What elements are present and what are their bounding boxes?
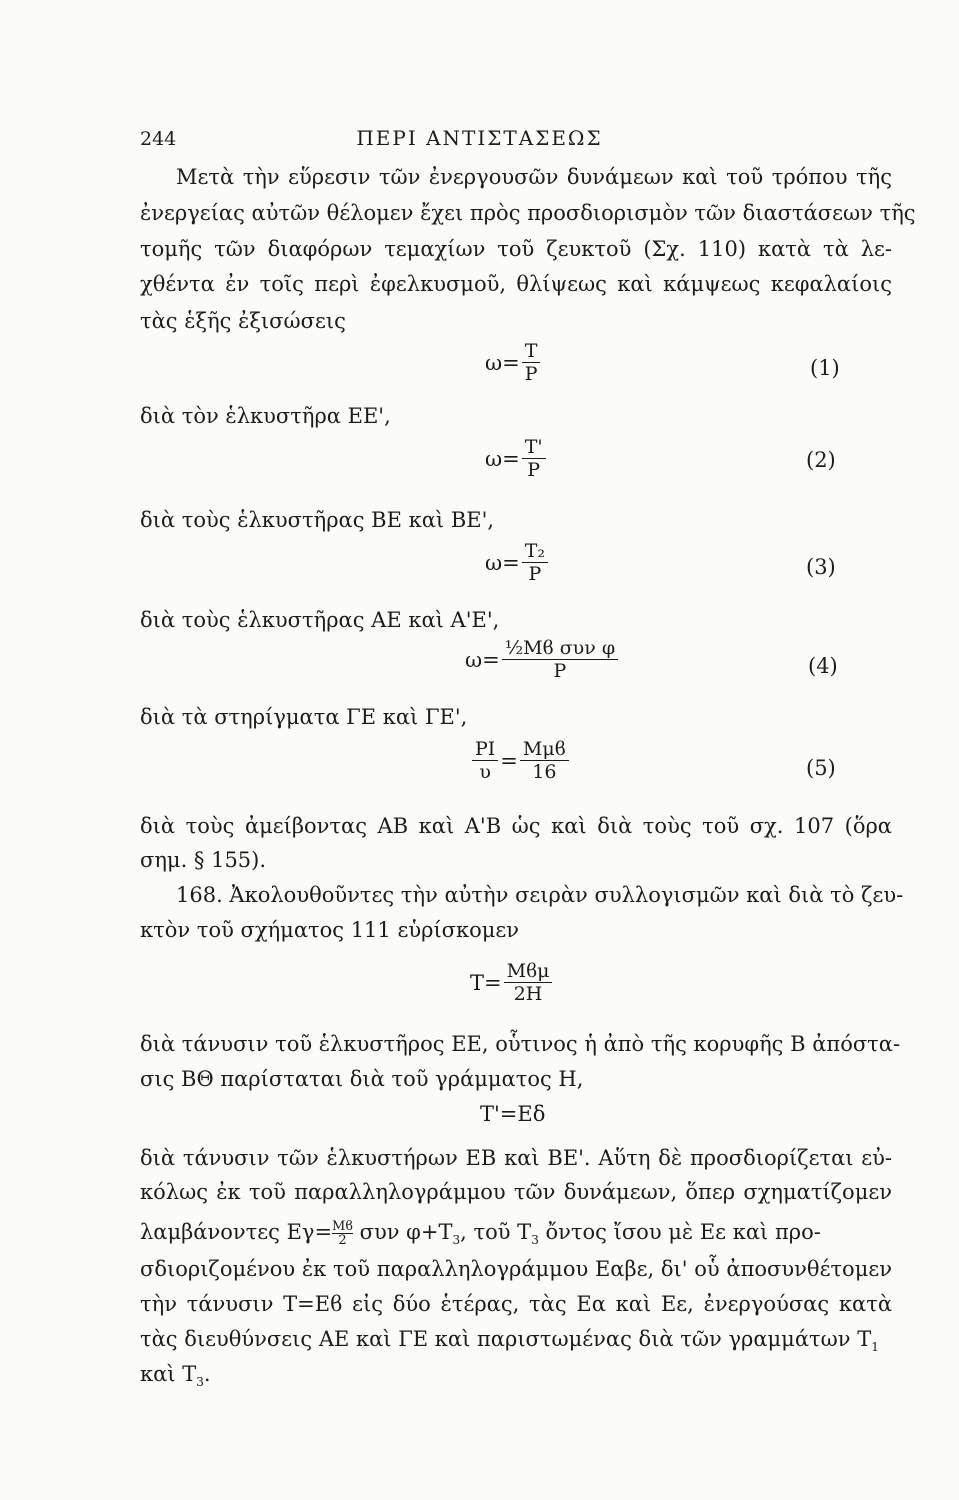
- text-line: διὰ τάνυσιν τοῦ ἑλκυστῆρος ΕΕ, οὗτινος ἡ ἀπὸ τῆς κορυφῆς Β ἀπόστα-: [140, 1032, 901, 1056]
- section-168-line: 168. Ἀκολουθοῦντες τὴν αὐτὴν σειρὰν συλλογισμῶν καὶ διὰ τὸ ζευ-: [176, 883, 904, 907]
- equation-6: T= $\frac{\text{Mϐμ}}{2H}$: [470, 960, 554, 1005]
- text-line: τὴν τάνυσιν Τ=Εϐ εἰς δύο ἑτέρας, τὰς Εα καὶ Εε, ἐνεργούσας κατὰ: [140, 1292, 892, 1316]
- text-line: σις ΒΘ παρίσταται διὰ τοῦ γράμματος Η,: [140, 1067, 584, 1091]
- text-line: διὰ τάνυσιν τῶν ἑλκυστήρων ΕΒ καὶ ΒΕ'. Αὕτη δὲ προσδιορίζεται εὐ-: [140, 1146, 892, 1170]
- text-line: κόλως ἐκ τοῦ παραλληλογράμμου τῶν δυνάμεων, ὅπερ σχηματίζομεν: [140, 1180, 892, 1204]
- text-line: τομῆς τῶν διαφόρων τεμαχίων τοῦ ζευκτοῦ (Σχ. 110) κατὰ τὰ λε-: [140, 237, 892, 261]
- page-number: 244: [140, 128, 177, 150]
- text-line: διὰ τοὺς ἑλκυστῆρας ΑΕ καὶ Α'Ε',: [140, 608, 500, 632]
- equation-number: (2): [806, 448, 836, 472]
- equation-3: ω= $\frac{\text{T₂}}{P}$: [485, 540, 550, 585]
- text-line: διὰ τὸν ἑλκυστῆρα ΕΕ',: [140, 404, 391, 428]
- text-line: λαμβάνοντες Εγ= $\frac{Mϐ}{2}$ συν $\varphi+T_3$, τοῦ $T_3$ ὄντος ἴσου μὲ Εε καὶ προ-: [140, 1219, 821, 1248]
- running-title: ΠΕΡΙ ΑΝΤΙΣΤΑΣΕΩΣ: [356, 126, 603, 150]
- equation-number: (3): [806, 555, 836, 579]
- text-line: σδιοριζομένου ἐκ τοῦ παραλληλογράμμου Εαβε, δι' οὗ ἀποσυνθέτομεν: [140, 1257, 892, 1281]
- equation-7: T'=Εδ: [480, 1102, 546, 1126]
- equation-2: ω= $\frac{T'}{P}$: [485, 436, 548, 481]
- equation-5: $\frac{PI}{\upsilon}$ = $\frac{\text{Mμϐ}}{16}$: [470, 738, 571, 783]
- equation-number: (1): [810, 356, 840, 380]
- text-line: χθέντα ἐν τοῖς περὶ ἐφελκυσμοῦ, θλίψεως καὶ κάμψεως κεφαλαίοις: [140, 272, 892, 296]
- text-line: τὰς διευθύνσεις ΑΕ καὶ ΓΕ καὶ παριστωμένας διὰ τῶν γραμμάτων $T_1$: [140, 1327, 879, 1355]
- equation-number: (5): [806, 756, 836, 780]
- equation-number: (4): [808, 654, 838, 678]
- equation-4: ω= $\frac{\text{½Mϐ συν φ}}{P}$: [465, 637, 620, 682]
- text-line: σημ. § 155).: [140, 848, 267, 872]
- text-line: κτὸν τοῦ σχήματος 111 εὑρίσκομεν: [140, 918, 520, 942]
- text-line: διὰ τὰ στηρίγματα ΓΕ καὶ ΓΕ',: [140, 705, 468, 729]
- equation-1: ω= $\frac{T}{P}$: [485, 340, 543, 385]
- text-line: ἐνεργείας αὐτῶν θέλομεν ἔχει πρὸς προσδιορισμὸν τῶν διαστάσεων τῆς: [140, 201, 916, 225]
- text-line: τὰς ἑξῆς ἐξισώσεις: [140, 309, 346, 333]
- text-line: διὰ τοὺς ἀμείβοντας ΑΒ καὶ Α'Β ὡς καὶ διὰ τοὺς τοῦ σχ. 107 (ὅρα: [140, 814, 892, 838]
- text-line: Μετὰ τὴν εὕρεσιν τῶν ἐνεργουσῶν δυνάμεων καὶ τοῦ τρόπου τῆς: [176, 165, 892, 189]
- text-line: καὶ $T_3$.: [140, 1362, 211, 1390]
- text-line: διὰ τοὺς ἑλκυστῆρας ΒΕ καὶ ΒΕ',: [140, 508, 495, 532]
